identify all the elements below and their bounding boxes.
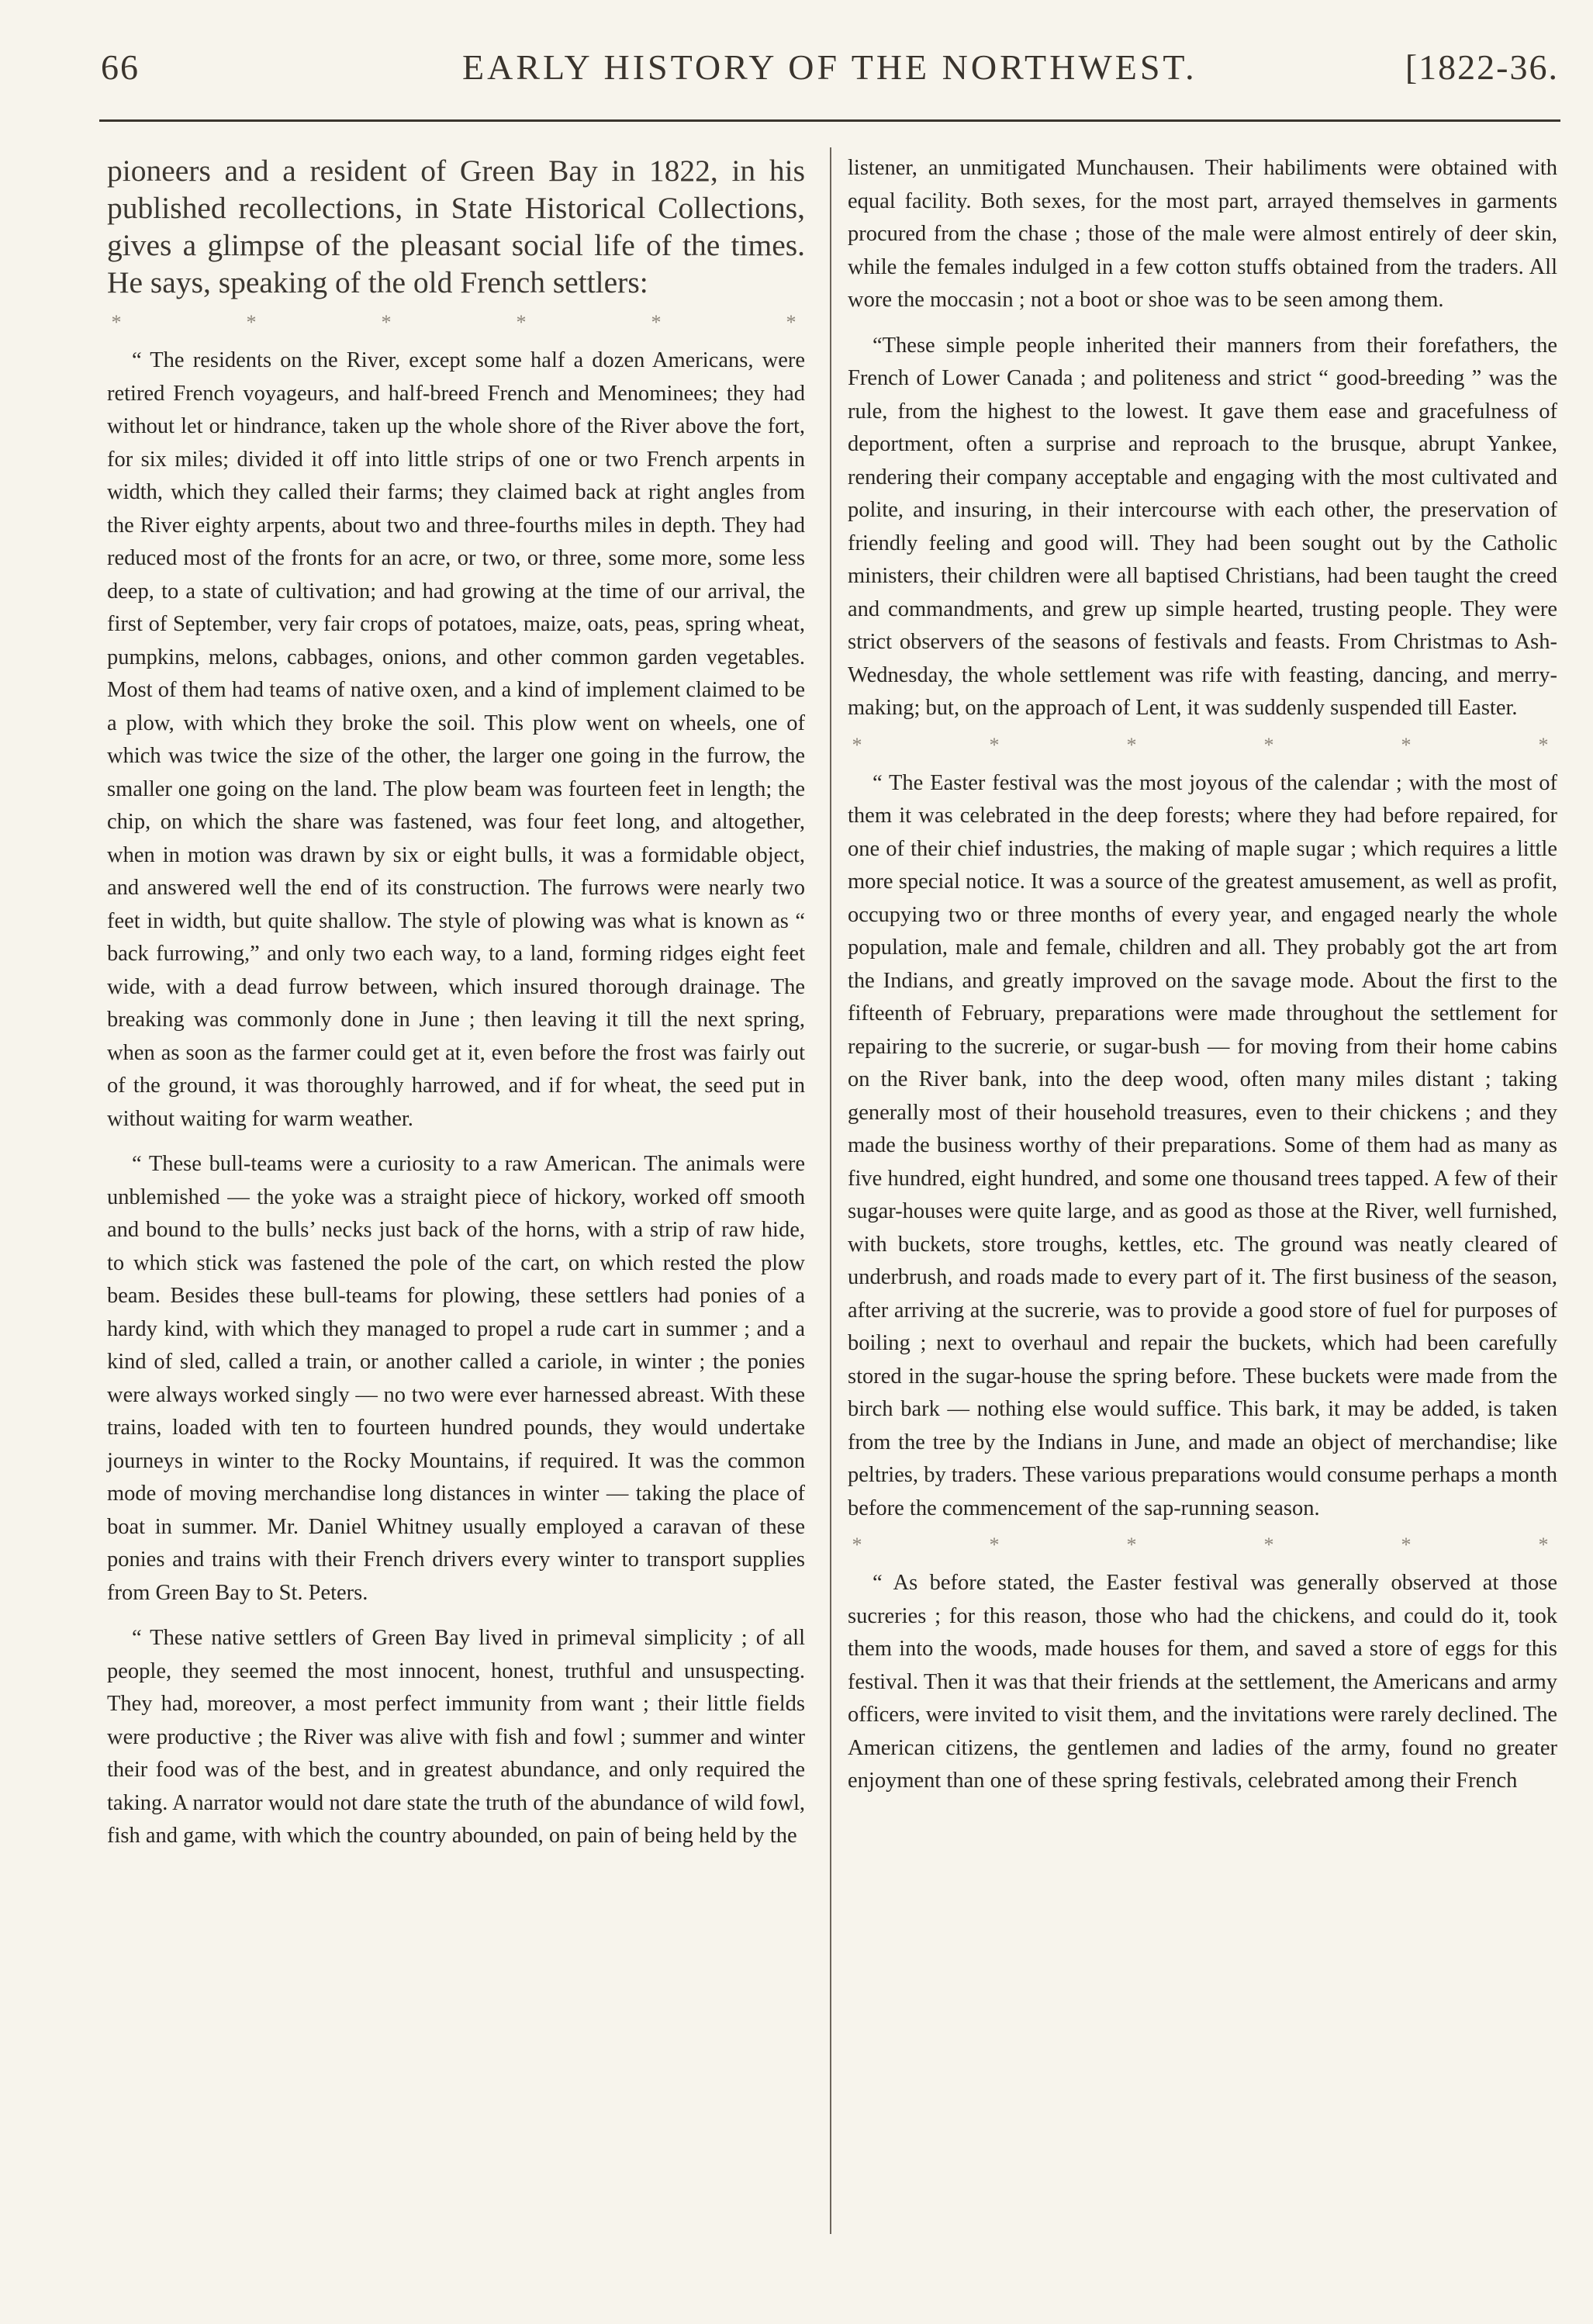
asterisk: * — [1263, 733, 1274, 756]
left-column — [107, 152, 805, 1853]
running-title: EARLY HISTORY OF THE NORTHWEST. — [462, 47, 1197, 87]
paragraph-continued: listener, an unmitigated Munchausen. Their habiliments were obtained with equal facility. Both sexes, for the most part, arrayed themselves in garments procured from the chase ; those of the male were almost entirely of deer skin, while the females indulged in a few cotton stuffs obtained from the traders. All wore the moccasin ; not a boot or shoe was to be seen among them. — [848, 156, 1557, 312]
intro-paragraph: pioneers and a resident of Green Bay in 1822, in his published recollections, in State Historical Collections, gives a glimpse of the pleasant social life of the times. He says, speaking of the old French settlers: — [107, 154, 805, 299]
asterisk: * — [1538, 1534, 1549, 1556]
asterisk: * — [1263, 1534, 1274, 1556]
asterisk: * — [381, 311, 392, 334]
asterisk: * — [1538, 733, 1549, 756]
asterisk: * — [786, 311, 796, 334]
asterisk: * — [989, 733, 1000, 756]
running-header — [101, 47, 1559, 102]
paragraph-residents: “ The residents on the River, except some half a dozen Americans, were retired French voyageurs, and half-breed French and Menominees; they had without let or hindrance, taken up the whole shore of the River above the fort, for six miles; divided it off into little strips of one or two French arpents in width, which they called their farms; they claimed back at right angles from the River eighty arpents, about two and three-fourths miles in depth. They had reduced most of the fronts for an acre, or two, or three, some more, some less deep, to a state of cultivation; and had growing at the time of our arrival, the first of September, very fair crops of potatoes, maize, oats, peas, spring wheat, pumpkins, melons, cabbages, onions, and other common garden vegetables. Most of them had teams of native oxen, and a kind of implement claimed to be a plow, with which they broke the soil. This plow went on wheels, one of which was twice the size of the other, the larger one going in the furrow, the smaller one going on the land. The plow beam was fourteen feet in length; the chip, on which the share was fastened, was four feet long, and altogether, when in motion was drawn by six or eight bulls, it was a formidable object, and answered well the end of its construction. The furrows were nearly two feet in width, but quite shallow. The style of plowing was what is known as “ back furrowing,” and only two each way, to a land, forming ridges eight feet wide, with a dead furrow between, which insured thorough drainage. The breaking was commonly done in June ; then leaving it till the next spring, when as soon as the farmer could get at it, even before the frost was fairly out of the ground, it was thoroughly harrowed, and if for wheat, the seed put in without waiting for warm weather. — [107, 348, 805, 1131]
section-separator — [848, 1528, 1557, 1562]
paragraph-native-settlers: “ These native settlers of Green Bay lived in primeval simplicity ; of all people, they seemed the most innocent, honest, truthful and unsuspecting. They had, moreover, a most perfect immunity from want ; their little fields were productive ; the River was alive with fish and fowl ; summer and winter their food was of the best, and in greatest abundance, and only required the taking. A narrator would not dare state the truth of the abundance of wild fowl, fish and game, with which the country abounded, on pain of being held by the — [107, 1626, 805, 1848]
asterisk: * — [1401, 1534, 1412, 1556]
asterisk: * — [1126, 733, 1137, 756]
asterisk: * — [111, 311, 122, 334]
header-rule — [99, 119, 1560, 122]
asterisk: * — [1401, 733, 1412, 756]
page-number: 66 — [101, 47, 140, 87]
asterisk: * — [989, 1534, 1000, 1556]
column-divider — [830, 147, 831, 2234]
right-column — [848, 152, 1557, 1798]
section-separator — [848, 728, 1557, 763]
asterisk: * — [852, 733, 862, 756]
asterisk: * — [852, 1534, 862, 1556]
paragraph-bull-teams: “ These bull-teams were a curiosity to a raw American. The animals were unblemished — the yoke was a straight piece of hickory, worked off smooth and bound to the bulls’ necks just back of the horns, with a strip of raw hide, to which stick was fastened the pole of the cart, on which rested the plow beam. Besides these bull-teams for plowing, these settlers had ponies of a hardy kind, with which they managed to propel a rude cart in summer ; and a kind of sled, called a train, or another called a cariole, in winter ; the ponies were always worked singly — no two were ever harnessed abreast. With these trains, loaded with ten to fourteen hundred pounds, they would undertake journeys in winter to the Rocky Mountains, if required. It was the common mode of moving merchandise long distances in winter — taking the place of boat in summer. Mr. Daniel Whitney usually employed a caravan of these ponies and trains with their French drivers every winter to transport supplies from Green Bay to St. Peters. — [107, 1152, 805, 1605]
asterisk: * — [516, 311, 527, 334]
paragraph-manners: “These simple people inherited their manners from their forefathers, the French of Lower Canada ; and politeness and strict “ good-breeding ” was the rule, from the highest to the lowest. It gave them ease and gracefulness of deportment, often a surprise and reproach to the brusque, abrupt Yankee, rendering their company acceptable and engaging with the most cultivated and polite, and insuring, in their intercourse with each other, the preservation of friendly feeling and good will. They had been sought out by the Catholic ministers, their children were all baptised Christians, had been taught the creed and commandments, and grew up simple hearted, trusting people. They were strict observers of the seasons of festivals and feasts. From Christmas to Ash-Wednesday, the whole settlement was rife with feasting, dancing, and merry-making; but, on the approach of Lent, it was suddenly suspended till Easter. — [848, 333, 1557, 720]
year-range: [1822-36. — [1405, 47, 1559, 87]
asterisk: * — [651, 311, 662, 334]
asterisk: * — [1126, 1534, 1137, 1556]
section-separator — [107, 306, 805, 340]
asterisk: * — [246, 311, 257, 334]
paragraph-easter-festival: “ The Easter festival was the most joyous of the calendar ; with the most of them it was celebrated in the deep forests; where they had before repaired, for one of their chief industries, the making of maple sugar ; which requires a little more special notice. It was a source of the greatest amusement, as well as profit, occupying two or three months of every year, and engaged nearly the whole population, male and female, children and all. They probably got the art from the Indians, and greatly improved on the savage mode. About the first to the fifteenth of February, preparations were made throughout the settlement for repairing to the sucrerie, or sugar-bush — for moving from their home cabins on the River bank, into the deep wood, often many miles distant ; taking generally most of their household treasures, even to their chickens ; and they made the business worthy of their preparations. Some of them had as many as five hundred, eight hundred, and some one thousand trees tapped. A few of their sugar-houses were quite large, and as good as those at the River, well furnished, with buckets, store troughs, kettles, etc. The ground was neatly cleared of underbrush, and roads made to every part of it. The first business of the season, after arriving at the sucrerie, was to provide a good store of fuel for purposes of boiling ; next to overhaul and repair the buckets, which had been carefully stored in the sugar-house the spring before. These buckets were made from the birch bark — nothing else would suffice. This bark, it may be added, is taken from the tree by the Indians in June, and made an object of merchandise; like peltries, by traders. These various preparations would consume perhaps a month before the commencement of the sap-running season. — [848, 770, 1557, 1520]
paragraph-sucreries: “ As before stated, the Easter festival was generally observed at those sucreries ; for this reason, those who had the chickens, and could do it, took them into the woods, made houses for them, and saved a store of eggs for this festival. Then it was that their friends at the settlement, the Americans and army officers, were invited to visit them, and the invitations were rarely declined. The American citizens, the gentlemen and ladies of the army, found no greater enjoyment than one of these spring festivals, celebrated among their French — [848, 1571, 1557, 1793]
